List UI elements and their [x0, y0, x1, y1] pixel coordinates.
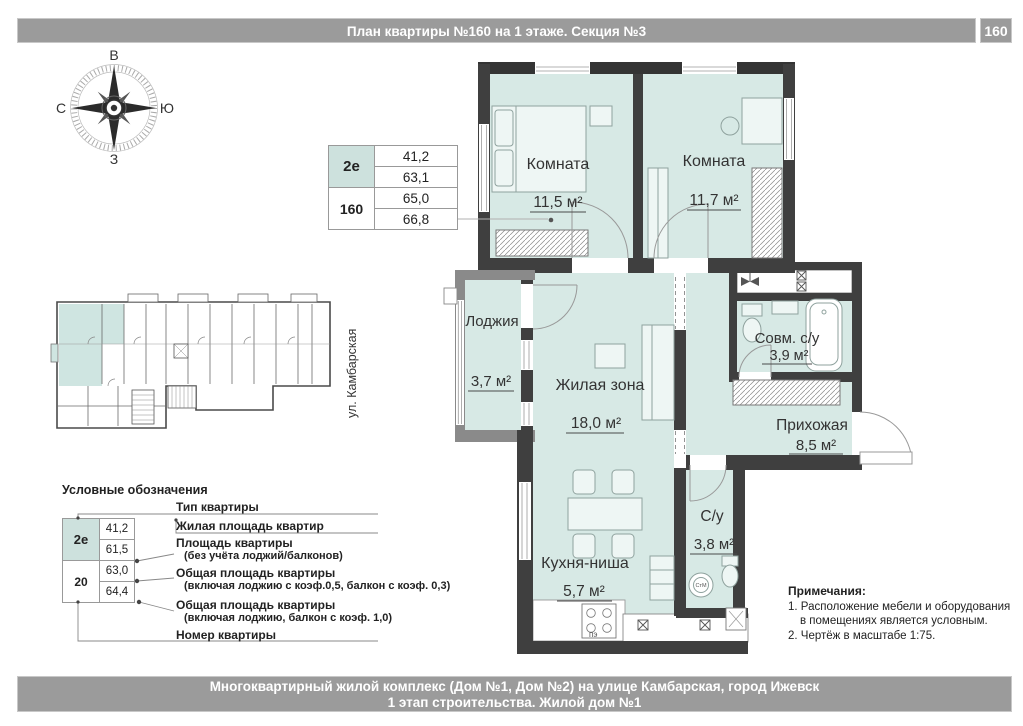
room-name: Кухня-ниша: [541, 555, 629, 572]
compass-south: Ю: [159, 100, 175, 116]
nightstand-icon: [590, 106, 612, 126]
room-name: Комната: [682, 153, 746, 170]
room-area: 5,7 м²: [563, 583, 605, 600]
room-name: Жилая зона: [555, 377, 645, 394]
apartment-floor-plan: [435, 55, 925, 670]
notes-block: [788, 584, 1023, 643]
note-line: в помещениях является условным.: [800, 615, 988, 627]
total-area-full-value: 66,8: [375, 209, 458, 230]
note-line: 1. Расположение мебели и оборудования: [788, 600, 1011, 613]
dining-table-icon: [568, 498, 642, 530]
entrance-door-leaf: [860, 452, 912, 464]
compass-north: С: [55, 100, 67, 116]
room-area: 11,7 м²: [689, 192, 739, 209]
room-name: Лоджия: [465, 313, 519, 330]
page-number-badge: 160: [980, 18, 1012, 43]
room-area: 18,0 м²: [570, 415, 622, 432]
room-name: Комната: [526, 156, 590, 173]
coffee-table-icon: [595, 344, 625, 368]
footer-line1: Многоквартирный жилой комплекс (Дом №1, Дом №2) на улице Камбарская, город Ижевск: [209, 679, 820, 694]
legend-title: Условные обозначения: [62, 483, 208, 497]
sheet-title: План квартиры №160 на 1 этаже. Секция №3: [17, 18, 976, 43]
street-name-label: ул. Камбарская: [345, 328, 359, 418]
living-area-value: 41,2: [375, 146, 458, 167]
legend-sample-v3: 64,4: [100, 582, 135, 603]
legend-sample-v0: 41,2: [100, 519, 135, 540]
room-area: 3,7 м²: [470, 373, 512, 390]
building-key-plan: [48, 286, 340, 434]
stove-label: пэ: [589, 630, 598, 639]
legend-sample-type: 2е: [63, 519, 100, 561]
notes-title: Примечания:: [788, 584, 866, 598]
sheet-footer: [17, 676, 1012, 712]
legend-item-area: Площадь квартиры (без учёта лоджий/балконов): [176, 536, 343, 562]
stove-icon: [582, 604, 616, 639]
area-no-balcony-value: 63,1: [375, 167, 458, 188]
footer-line2: 1 этап строительства. Жилой дом №1: [387, 695, 642, 710]
fridge-icon: [650, 556, 674, 600]
apartment-number: 160: [329, 188, 375, 230]
sink-icon: [772, 301, 798, 314]
compass-rose-icon: [52, 44, 176, 168]
washer-label: СтМ: [695, 583, 707, 589]
note-line: 2. Чертёж в масштабе 1:75.: [788, 629, 936, 642]
legend-sample-number: 20: [63, 561, 100, 603]
apartment-type: 2е: [329, 146, 375, 188]
legend-item-living-area: Жилая площадь квартир: [176, 519, 324, 533]
ac-basket: [444, 288, 457, 304]
room-area: 11,5 м²: [533, 194, 583, 211]
room-name: Прихожая: [776, 417, 848, 434]
legend-item-number: Номер квартиры: [176, 628, 276, 642]
compass-west: З: [109, 151, 119, 167]
room-name: Совм. с/у: [754, 330, 820, 347]
toilet-icon: [742, 304, 762, 316]
room-name: С/у: [700, 508, 724, 525]
legend-sample-v2: 63,0: [100, 561, 135, 582]
sofa-icon: [642, 325, 674, 420]
legend-item-type: Тип квартиры: [176, 500, 259, 514]
legend-sample-v1: 61,5: [100, 540, 135, 561]
legend-item-total-10: Общая площадь квартиры (включая лоджию, балкон с коэф. 1,0): [176, 598, 393, 624]
room-area: 8,5 м²: [795, 437, 837, 454]
compass-east: В: [109, 47, 119, 63]
desk-icon: [742, 98, 782, 144]
room-area: 3,8 м²: [693, 536, 735, 553]
total-area-value: 65,0: [375, 188, 458, 209]
room-area: 3,9 м²: [769, 348, 809, 364]
legend-item-total-05: Общая площадь квартиры (включая лоджию с коэф.0,5, балкон с коэф. 0,3): [176, 566, 451, 592]
